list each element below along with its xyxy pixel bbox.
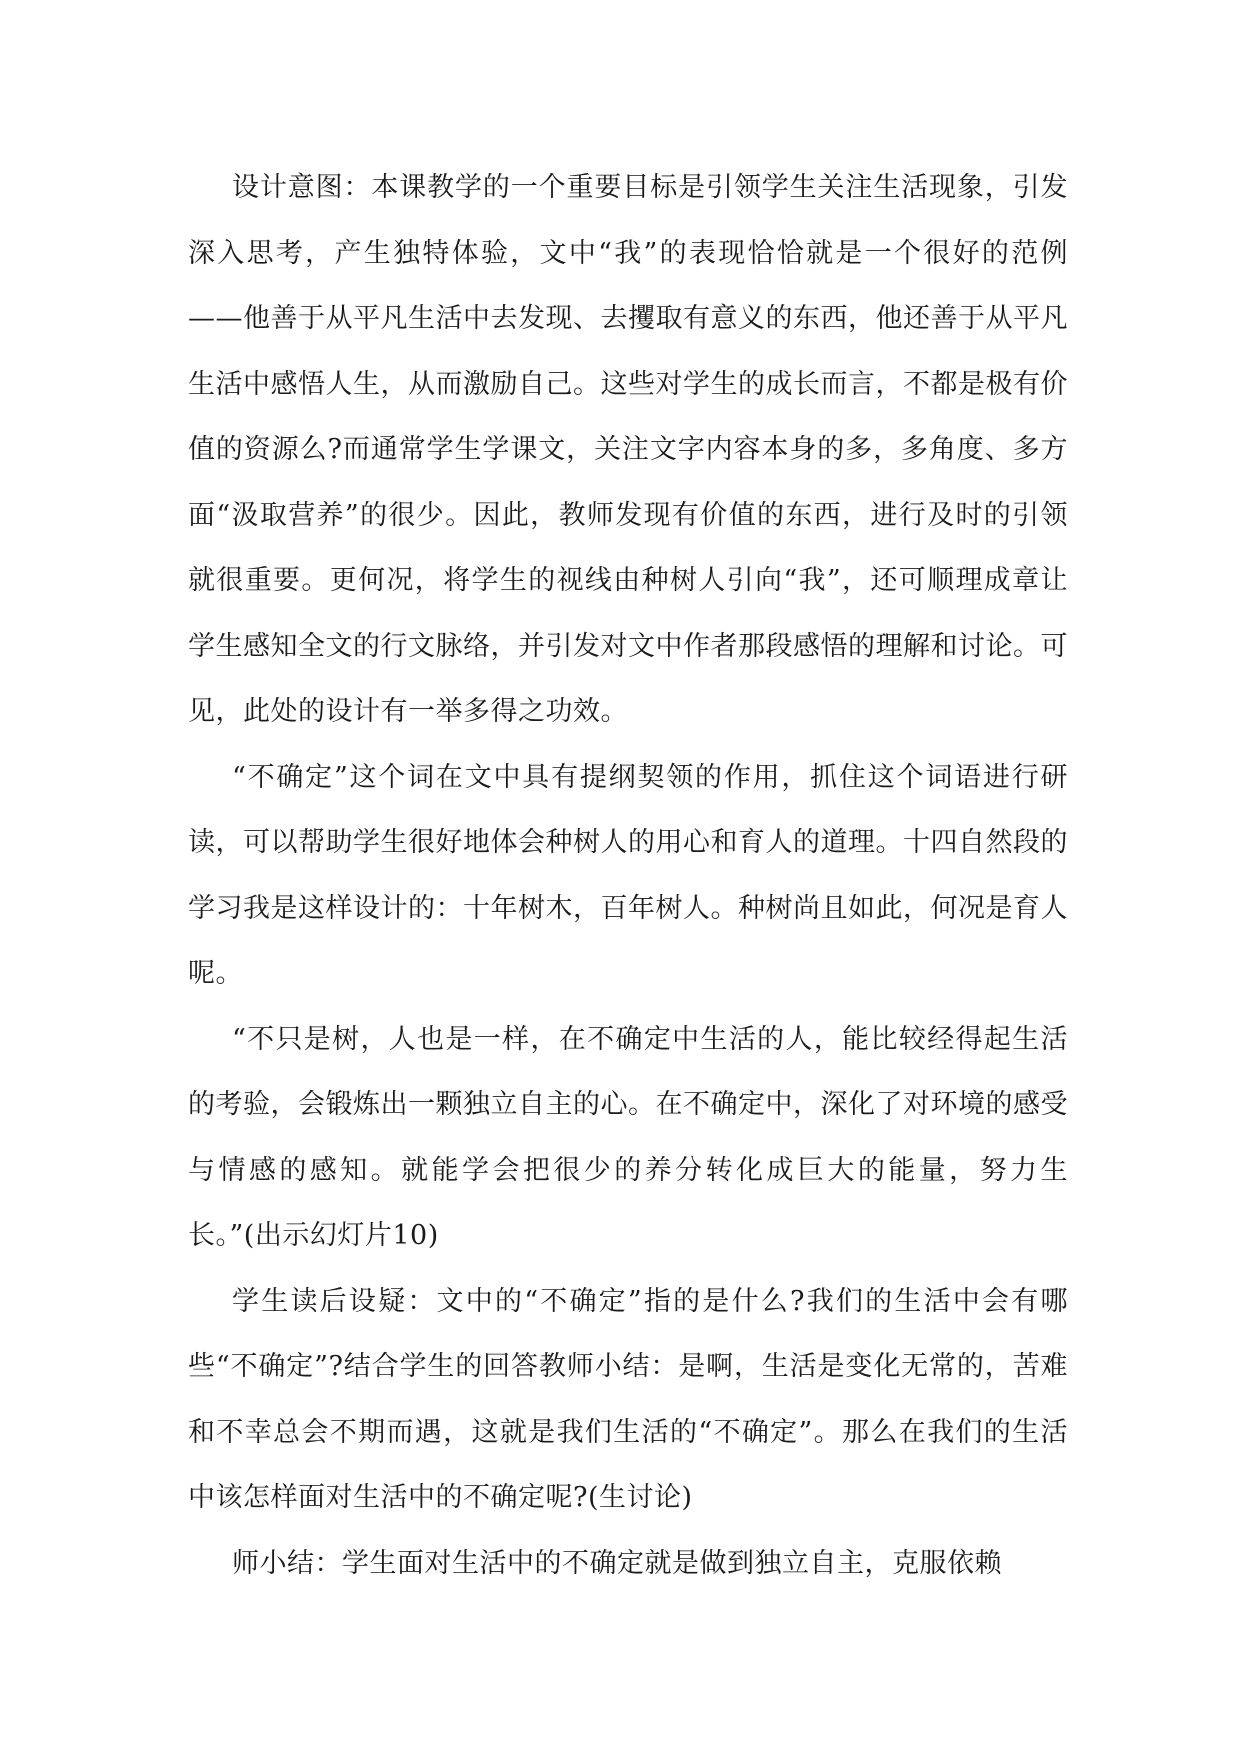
document-body	[188, 155, 1068, 1596]
paragraph-teacher-summary: 师小结：学生面对生活中的不确定就是做到独立自主，克服依赖	[232, 1547, 1002, 1579]
paragraph-student-questions: 学生读后设疑：文中的“不确定”指的是什么?我们的生活中会有哪些“不确定”?结合学生的回答教师小结：是啊，生活是变化无常的，苦难和不幸总会不期而遇，这就是我们生活的“不确定”。那么在我们的生活中该怎样面对生活中的不确定呢?(生讨论)	[188, 1285, 1068, 1513]
paragraph-quote: “不只是树，人也是一样，在不确定中生活的人，能比较经得起生活的考验，会锻炼出一颗独立自主的心。在不确定中，深化了对环境的感受与情感的感知。就能学会把很少的养分转化成巨大的能量，努力生长。”(出示幻灯片10)	[188, 1023, 1068, 1251]
paragraph-design-intent: 设计意图：本课教学的一个重要目标是引领学生关注生活现象，引发深入思考，产生独特体验，文中“我”的表现恰恰就是一个很好的范例——他善于从平凡生活中去发现、去攫取有意义的东西，他还善于从平凡生活中感悟人生，从而激励自己。这些对学生的成长而言，不都是极有价值的资源么?而通常学生学课文，关注文字内容本身的多，多角度、多方面“汲取营养”的很少。因此，教师发现有价值的东西，进行及时的引领就很重要。更何况，将学生的视线由种树人引向“我”，还可顺理成章让学生感知全文的行文脉络，并引发对文中作者那段感悟的理解和讨论。可见，此处的设计有一举多得之功效。	[188, 172, 1068, 727]
paragraph-uncertain-keyword: “不确定”这个词在文中具有提纲契领的作用，抓住这个词语进行研读，可以帮助学生很好地体会种树人的用心和育人的道理。十四自然段的学习我是这样设计的：十年树木，百年树人。种树尚且如此，何况是育人呢。	[188, 761, 1068, 989]
